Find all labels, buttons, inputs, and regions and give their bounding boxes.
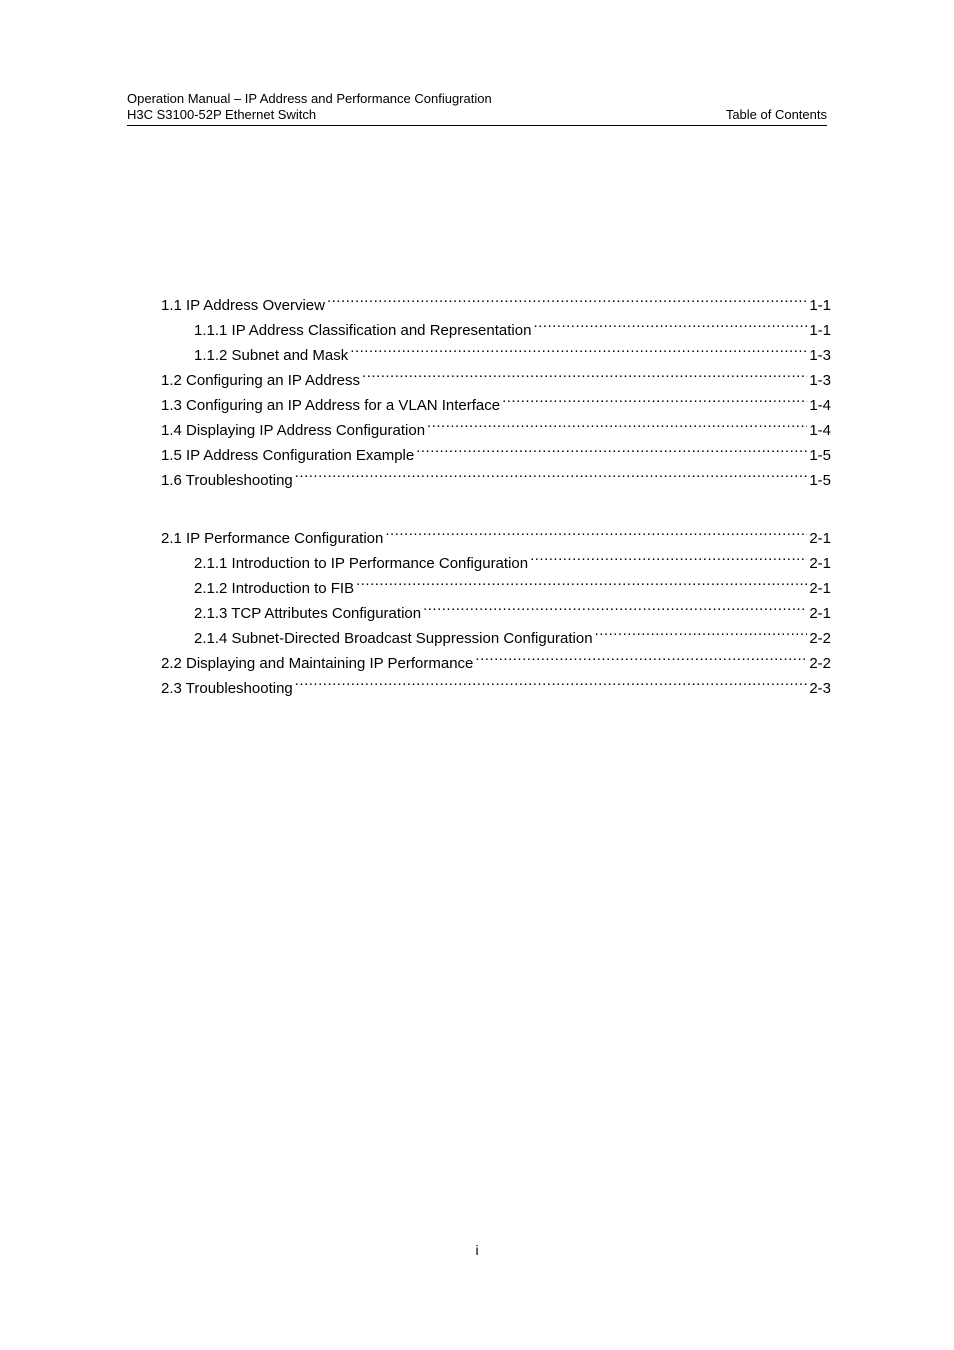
- toc-entry[interactable]: [161, 518, 831, 547]
- toc-dot-leader: [295, 668, 808, 693]
- product-name: H3C S3100-52P Ethernet Switch: [127, 107, 317, 122]
- toc-entry-title: 1.1 IP Address Overview: [161, 297, 325, 314]
- table-of-contents: [161, 285, 831, 697]
- toc-entry-page: 2-1: [809, 580, 831, 597]
- toc-entry-page: 1-4: [809, 422, 831, 439]
- toc-entry[interactable]: [161, 285, 831, 314]
- toc-entry-page: 1-1: [809, 297, 831, 314]
- toc-entry-page: 2-1: [809, 555, 831, 572]
- toc-entry-title: 2.3 Troubleshooting: [161, 680, 293, 697]
- toc-entry-page: 1-3: [809, 347, 831, 364]
- toc-entry-page: 1-5: [809, 472, 831, 489]
- section-title: Table of Contents: [725, 107, 827, 122]
- toc-entry-page: 2-2: [809, 655, 831, 672]
- toc-entry-page: 2-1: [809, 530, 831, 547]
- toc-dot-leader: [416, 435, 807, 460]
- toc-entry-page: 1-5: [809, 447, 831, 464]
- toc-entry-title: 2.2 Displaying and Maintaining IP Performance: [161, 655, 474, 672]
- toc-entry-page: 2-1: [809, 605, 831, 622]
- toc-chapter-2: [161, 518, 831, 697]
- toc-entry-title: 2.1.2 Introduction to FIB: [194, 580, 355, 597]
- toc-dot-leader: [423, 593, 807, 618]
- toc-dot-leader: [595, 618, 808, 643]
- toc-entry-title: 1.3 Configuring an IP Address for a VLAN Interface: [161, 397, 501, 414]
- toc-dot-leader: [356, 568, 807, 593]
- toc-entry-page: 2-2: [809, 630, 831, 647]
- toc-entry-title: 1.6 Troubleshooting: [161, 472, 293, 489]
- toc-entry-page: 2-3: [809, 680, 831, 697]
- toc-entry-page: 1-4: [809, 397, 831, 414]
- toc-chapter-1: [161, 285, 831, 489]
- toc-dot-leader: [385, 518, 807, 543]
- toc-entry-title: 1.1.1 IP Address Classification and Representation: [194, 322, 532, 339]
- toc-entry-title: 1.1.2 Subnet and Mask: [194, 347, 349, 364]
- document-title: Operation Manual – IP Address and Performance Confiugration: [127, 91, 492, 106]
- toc-dot-leader: [502, 385, 807, 410]
- page-number: i: [475, 1242, 479, 1258]
- toc-entry-title: 2.1.3 TCP Attributes Configuration: [194, 605, 422, 622]
- toc-entry-title: 2.1.4 Subnet-Directed Broadcast Suppression Configuration: [194, 630, 593, 647]
- toc-entry-title: 1.5 IP Address Configuration Example: [161, 447, 415, 464]
- toc-entry-page: 1-1: [809, 322, 831, 339]
- toc-dot-leader: [295, 460, 808, 485]
- toc-entry-title: 1.2 Configuring an IP Address: [161, 372, 361, 389]
- toc-entry-title: 2.1 IP Performance Configuration: [161, 530, 384, 547]
- toc-dot-leader: [533, 310, 807, 335]
- toc-dot-leader: [427, 410, 807, 435]
- toc-dot-leader: [350, 335, 807, 360]
- page-header: [127, 91, 827, 126]
- toc-entry-title: 2.1.1 Introduction to IP Performance Configuration: [194, 555, 529, 572]
- toc-dot-leader: [327, 285, 807, 310]
- toc-dot-leader: [530, 543, 807, 568]
- toc-dot-leader: [475, 643, 807, 668]
- toc-dot-leader: [362, 360, 807, 385]
- toc-entry-title: 1.4 Displaying IP Address Configuration: [161, 422, 426, 439]
- toc-entry-page: 1-3: [809, 372, 831, 389]
